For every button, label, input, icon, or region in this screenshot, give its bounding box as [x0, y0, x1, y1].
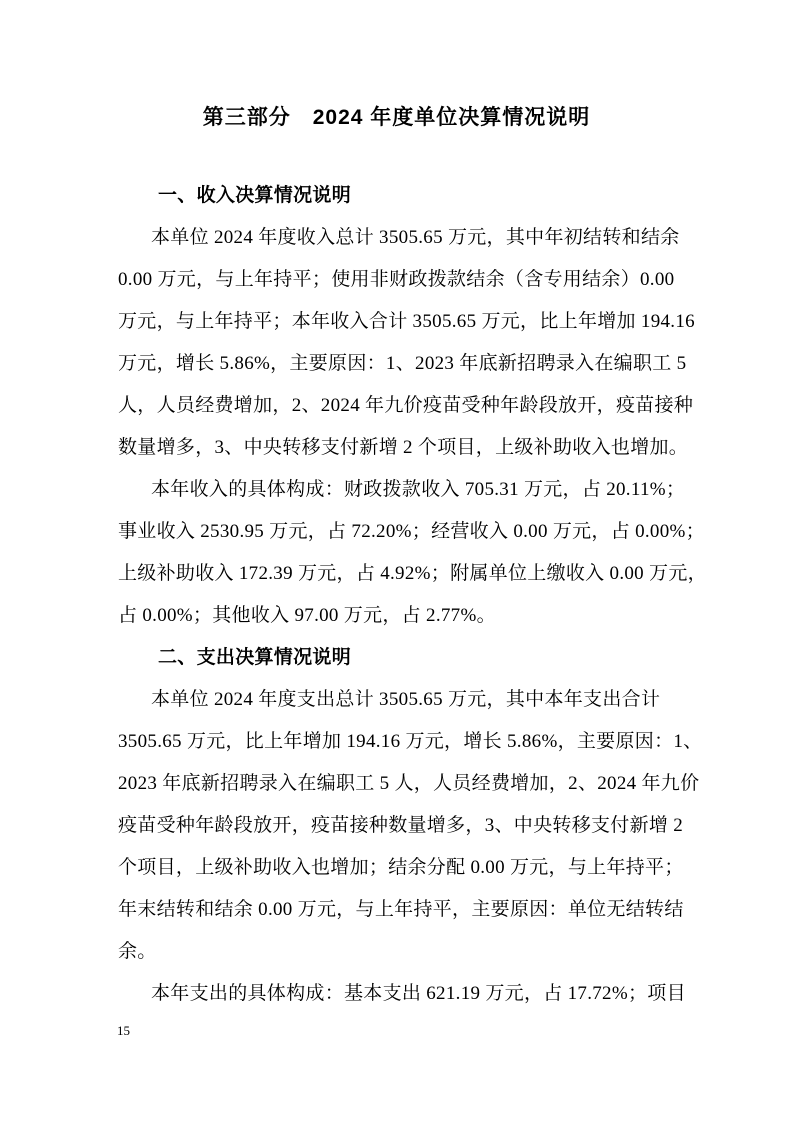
paragraph-line: 上级补助收入 172.39 万元，占 4.92%；附属单位上缴收入 0.00 万元，	[118, 563, 707, 584]
paragraph-line: 个项目，上级补助收入也增加；结余分配 0.00 万元，与上年持平；	[118, 857, 684, 878]
paragraph-line: 人，人员经费增加，2、2024 年九价疫苗受种年龄段放开，疫苗接种	[118, 395, 694, 416]
paragraph-line: 2023 年底新招聘录入在编职工 5 人，人员经费增加，2、2024 年九价	[118, 773, 700, 794]
page-number: 15	[117, 1023, 130, 1038]
paragraph-line: 余。	[118, 941, 157, 962]
section-heading: 二、支出决算情况说明	[158, 647, 352, 668]
paragraph-line: 万元，增长 5.86%，主要原因：1、2023 年底新招聘录入在编职工 5	[118, 353, 687, 374]
paragraph-line: 占 0.00%；其他收入 97.00 万元，占 2.77%。	[118, 605, 496, 626]
paragraph-line: 本年收入的具体构成：财政拨款收入 705.31 万元，占 20.11%；	[151, 479, 686, 500]
paragraph-line: 本单位 2024 年度收入总计 3505.65 万元，其中年初结转和结余	[151, 227, 680, 248]
paragraph-line: 0.00 万元，与上年持平；使用非财政拨款结余（含专用结余）0.00	[118, 269, 675, 290]
paragraph-line: 事业收入 2530.95 万元，占 72.20%；经营收入 0.00 万元，占 0.00%；	[118, 521, 705, 542]
section-heading: 一、收入决算情况说明	[158, 185, 352, 206]
paragraph-line: 数量增多，3、中央转移支付新增 2 个项目，上级补助收入也增加。	[118, 437, 689, 458]
paragraph-line: 3505.65 万元，比上年增加 194.16 万元，增长 5.86%，主要原因：1、	[118, 731, 703, 752]
paragraph-line: 疫苗受种年龄段放开，疫苗接种数量增多，3、中央转移支付新增 2	[118, 815, 684, 836]
paragraph-line: 本年支出的具体构成：基本支出 621.19 万元，占 17.72%；项目	[151, 983, 686, 1004]
document-title: 第三部分 2024 年度单位决算情况说明	[202, 106, 591, 129]
paragraph-line: 本单位 2024 年度支出总计 3505.65 万元，其中本年支出合计	[151, 689, 661, 710]
paragraph-line: 万元，与上年持平；本年收入合计 3505.65 万元，比上年增加 194.16	[118, 311, 695, 332]
paragraph-line: 年末结转和结余 0.00 万元，与上年持平，主要原因：单位无结转结	[118, 899, 684, 920]
document-body	[118, 175, 707, 1015]
